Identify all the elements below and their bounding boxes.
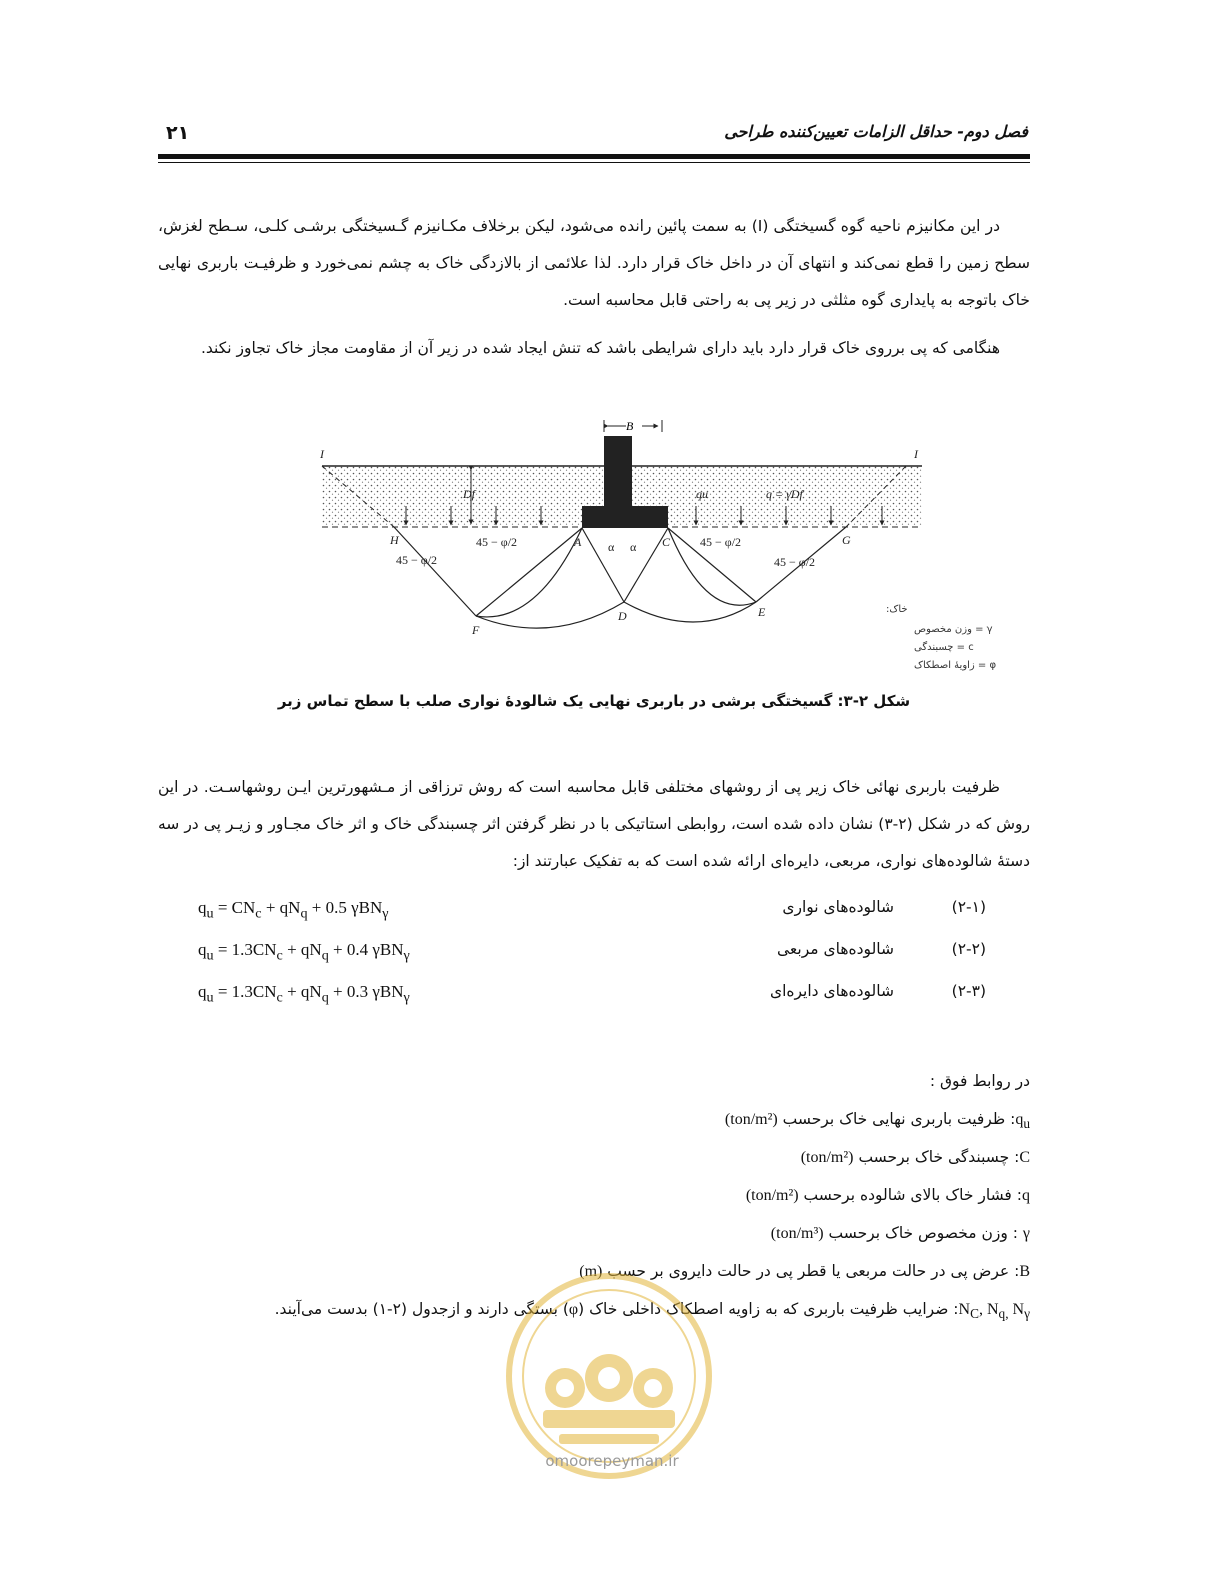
paragraph-3: ظرفیت باربری نهائی خاک زیر پی از روشهای مختلفی قابل محاسبه است که روش ترزاقی از مـشهورترین ایـن روشهاسـت. در این روش که در شکل (۲-۳) نشان داده شده است، روابطی استاتیکی با در نظر گرفتن اثر چسبندگی خاک و اثر خاک مجـاور و زیـر پی در سه دستهٔ شالوده‌های نواری، مربعی، دایره‌ای ارائه شده است که به تفکیک عبارتند از: (158, 778, 1030, 870)
fig-legend-title: خاک: (886, 604, 908, 615)
fig-label-G: G (842, 533, 851, 547)
equation-3-number: (۲-۳) (951, 982, 986, 1000)
definition-qu: $q_u$: ظرفیت باربری نهایی خاک برحسب (ton/m²) (724, 1110, 1030, 1132)
equation-row-1 (158, 898, 1030, 932)
fig-label-E: E (758, 605, 766, 619)
header-rule-thick (158, 154, 1030, 159)
bearing-failure-figure (286, 406, 997, 686)
equation-1-label: شالوده‌های نواری (782, 898, 894, 916)
fig-label-F: F (472, 623, 480, 637)
fig-label-qu: qu (696, 487, 708, 501)
fig-label-I-left: I (320, 447, 324, 461)
fig-label-C: C (662, 535, 671, 549)
definition-gamma: γ : وزن مخصوص خاک برحسب (ton/m³) (770, 1224, 1030, 1242)
page-header (158, 118, 1030, 154)
equation-2-number: (۲-۲) (951, 940, 986, 958)
equation-3-formula: $q_u = 1.3CN_c + qN_q + 0.3$ γBN$_\gamma$ (198, 982, 410, 1006)
equation-2-formula: $q_u = 1.3CN_c + qN_q + 0.4$ γBN$_\gamma$ (198, 940, 410, 964)
fig-label-I-right: I (914, 447, 918, 461)
fig-label-angle-4: 45 − φ/2 (774, 555, 816, 569)
equation-2-label: شالوده‌های مربعی (777, 940, 894, 958)
figure-caption: شکل ۲-۳: گسیختگی برشی در باربری نهایی یک شالودهٔ نواری صلب با سطح تماس زبر (277, 692, 911, 710)
fig-label-A: A (574, 535, 582, 549)
fig-label-alpha-2: α (630, 540, 637, 554)
fig-label-q: q = γDf (766, 487, 803, 501)
paragraph-2: هنگامی که پی برروی خاک قرار دارد باید دارای شرایطی باشد که تنش ایجاد شده در زیر آن از مقاومت مجاز خاک تجاوز نکند. (200, 339, 1000, 357)
footing-base (582, 506, 668, 528)
fig-label-alpha-1: α (608, 540, 615, 554)
fig-label-angle-1: 45 − φ/2 (396, 553, 438, 567)
page-number: ۲۱ (166, 122, 190, 144)
watermark-site: omoorepeyman.ir (545, 1452, 679, 1470)
definition-n: $N_C$, $N_{q,}$ $N_\gamma$: ضرایب ظرفیت باربری که به زاویه اصطکاک داخلی خاک (φ) بستگی دارند و ازجدول (۲-۱) بدست می‌آیند. (274, 1300, 1030, 1322)
definition-b: B: عرض پی در حالت مربعی یا قطر پی در حالت دایروی بر حسب (m) (579, 1262, 1030, 1280)
fig-label-D: D (618, 609, 627, 623)
omoorepeyman-seal-logo (503, 1270, 715, 1482)
fig-label-B: B (626, 419, 634, 433)
definition-c: C: چسبندگی خاک برحسب (ton/m²) (800, 1148, 1030, 1166)
footing-stem (604, 436, 632, 508)
equation-row-2 (158, 940, 1030, 974)
equation-1-formula: $q_u = CN_c + qN_q + 0.5$ γBN$_\gamma$ (198, 898, 389, 922)
equation-3-label: شالوده‌های دایره‌ای (769, 982, 894, 1000)
fig-label-H: H (390, 533, 399, 547)
equation-1-number: (۲-۱) (951, 898, 986, 916)
chapter-title: فصل دوم- حداقل الزامات تعیین‌کننده طراحی (724, 122, 1028, 141)
fig-label-angle-2: 45 − φ/2 (476, 535, 518, 549)
fig-label-angle-3: 45 − φ/2 (700, 535, 742, 549)
fig-legend-gamma: γ = وزن مخصوص (914, 624, 993, 635)
fig-legend-phi: φ = زاویهٔ اصطکاک (914, 660, 997, 671)
header-rule-thin (158, 162, 1030, 163)
definitions-intro: در روابط فوق : (929, 1072, 1030, 1090)
fig-label-Df: Df (463, 487, 475, 501)
paragraph-1: در این مکانیزم ناحیه گوه گسیختگی (I) به سمت پائین رانده می‌شود، لیکن برخلاف مکـانیزم گـسیختگی برشـی کلـی، سـطح لغزش، سطح زمین را قطع نمی‌کند و انتهای آن در داخل خاک قرار دارد. لذا علائمی از بالازدگی خاک به چشم نمی‌خورد و ظرفیـت باربری نهایی خاک باتوجه به پایداری گوه مثلثی در زیر پی به راحتی قابل محاسبه است. (158, 217, 1030, 309)
definition-q: q: فشار خاک بالای شالوده برحسب (ton/m²) (745, 1186, 1030, 1204)
fig-legend-c: c = چسبندگی (914, 642, 974, 653)
equation-row-3 (158, 982, 1030, 1016)
